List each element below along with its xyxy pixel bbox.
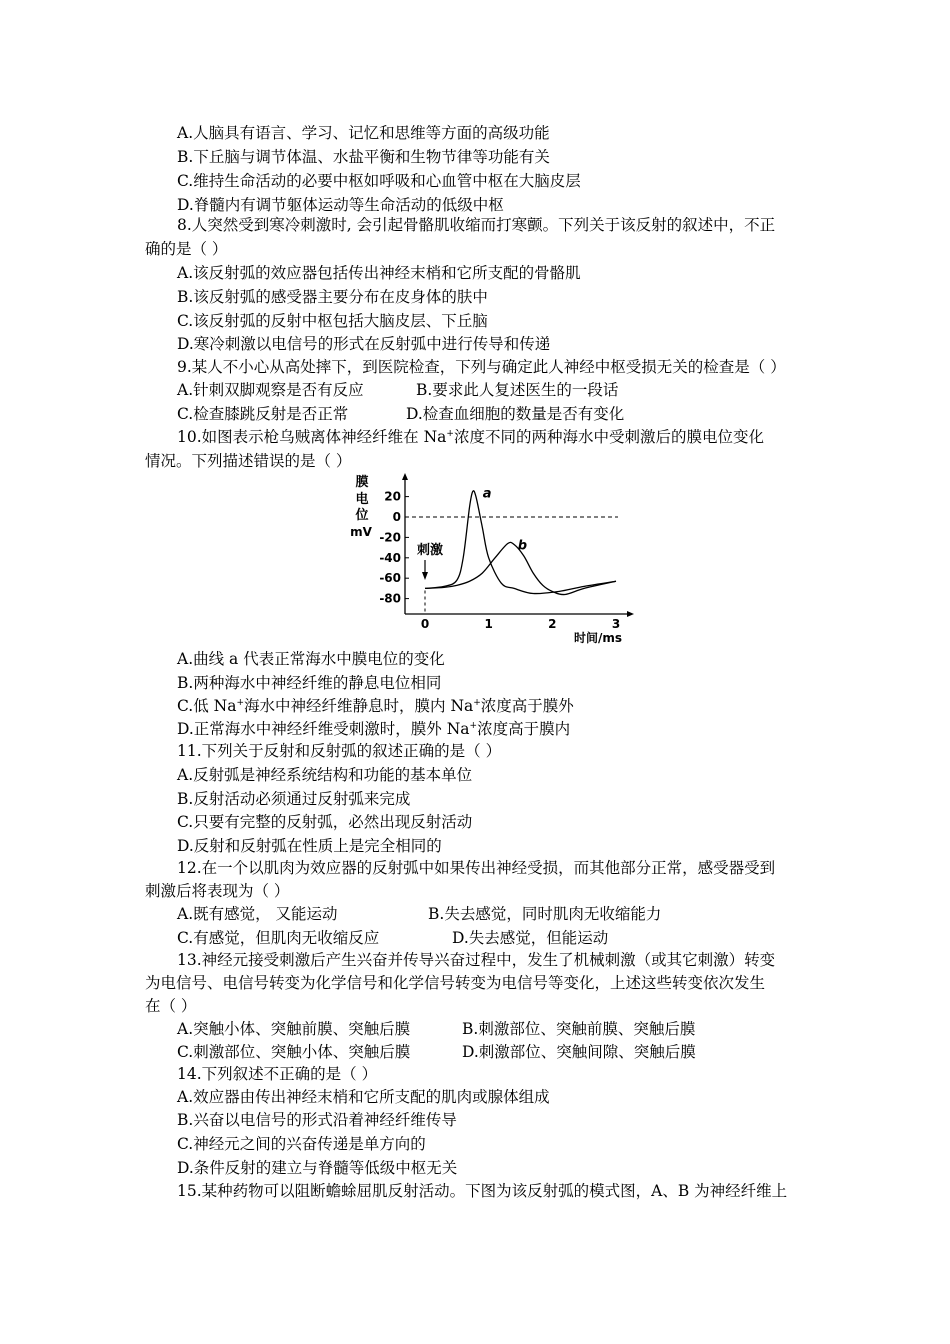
q12-stem-line2: 刺激后将表现为（ ） [145, 882, 290, 900]
q7-option-a: A.人脑具有语言、学习、记忆和思维等方面的高级功能 [177, 124, 550, 142]
q11-option-c: C.只要有完整的反射弧，必然出现反射活动 [177, 813, 473, 831]
q11-option-b: B.反射活动必须通过反射弧来完成 [177, 790, 411, 808]
y-axis-arrow [402, 473, 408, 480]
chart-ticks [379, 490, 620, 631]
q10-stem-line2: 情况。下列描述错误的是（ ） [145, 452, 352, 470]
q12-option-a: A.既有感觉， 又能运动 [177, 905, 338, 923]
stimulus-arrow-head [422, 572, 428, 580]
q8-option-c: C.该反射弧的反射中枢包括大脑皮层、下丘脑 [177, 312, 488, 330]
q12-stem-line1: 12.在一个以肌肉为效应器的反射弧中如果传出神经受损，而其他部分正常，感受器受到 [177, 859, 776, 877]
q13-option-a: A.突触小体、突触前膜、突触后膜 [177, 1020, 411, 1038]
chart-ylabel [350, 474, 373, 539]
y-tick-label: -20 [379, 530, 401, 545]
q15-stem-line1: 15.某种药物可以阻断蟾蜍屈肌反射活动。下图为该反射弧的模式图，A、B 为神经纤维上 [177, 1182, 788, 1200]
series-b-label: b [517, 538, 528, 554]
q10-option-c: C.低 Na+海水中神经纤维静息时，膜内 Na+浓度高于膜外 [177, 697, 574, 715]
y-tick-label: 0 [392, 510, 401, 524]
q10-stem-line1: 10.如图表示枪乌贼离体神经纤维在 Na+浓度不同的两种海水中受刺激后的膜电位变化 [177, 428, 764, 446]
q11-option-a: A.反射弧是神经系统结构和功能的基本单位 [177, 766, 473, 784]
q12-option-c: C.有感觉，但肌肉无收缩反应 [177, 929, 380, 947]
stimulus-label: 刺激 [416, 543, 444, 558]
ylabel-char-3: 位 [355, 508, 369, 523]
q14-option-d: D.条件反射的建立与脊髓等低级中枢无关 [177, 1159, 458, 1177]
q8-option-b: B.该反射弧的感受器主要分布在皮身体的肤中 [177, 288, 488, 306]
y-tick-label: -40 [379, 550, 401, 565]
q9-stem: 9.某人不小心从高处摔下，到医院检查，下列与确定此人神经中枢受损无关的检查是（ ） [177, 358, 786, 376]
q9-option-a: A.针刺双脚观察是否有反应 [177, 381, 364, 399]
chart-curves [425, 487, 616, 595]
ylabel-unit: mV [350, 525, 372, 539]
q9-option-b: B.要求此人复述医生的一段话 [416, 381, 619, 399]
y-tick-label: -80 [379, 591, 401, 606]
x-tick-label: 2 [548, 617, 557, 631]
q13-option-d: D.刺激部位、突触间隙、突触后膜 [462, 1043, 696, 1061]
q8-stem-line2: 确的是（ ） [145, 240, 228, 258]
q10-option-a: A.曲线 a 代表正常海水中膜电位的变化 [177, 650, 445, 668]
membrane-potential-chart [338, 470, 638, 648]
q12-option-b: B.失去感觉，同时肌肉无收缩能力 [428, 905, 662, 923]
q7-option-c: C.维持生命活动的必要中枢如呼吸和心血管中枢在大脑皮层 [177, 172, 581, 190]
q13-stem-line1: 13.神经元接受刺激后产生兴奋并传导兴奋过程中，发生了机械刺激（或其它刺激）转变 [177, 951, 776, 969]
chart-xlabel: 时间/ms [574, 631, 623, 645]
q13-stem-line3: 在（ ） [145, 997, 197, 1015]
q14-option-b: B.兴奋以电信号的形式沿着神经纤维传导 [177, 1111, 457, 1129]
q8-option-a: A.该反射弧的效应器包括传出神经末梢和它所支配的骨骼肌 [177, 264, 581, 282]
chart-labels [417, 542, 622, 645]
q7-option-b: B.下丘脑与调节体温、水盐平衡和生物节律等功能有关 [177, 148, 550, 166]
q14-stem: 14.下列叙述不正确的是（ ） [177, 1065, 378, 1083]
q10-option-d: D.正常海水中神经纤维受刺激时，膜外 Na+浓度高于膜内 [177, 720, 571, 738]
q9-option-d: D.检查血细胞的数量是否有变化 [406, 405, 625, 423]
ylabel-char-2: 电 [355, 492, 369, 507]
q7-option-d: D.脊髓内有调节躯体运动等生命活动的低级中枢 [177, 196, 504, 214]
q8-option-d: D.寒冷刺激以电信号的形式在反射弧中进行传导和传递 [177, 335, 551, 353]
q10-option-b: B.两种海水中神经纤维的静息电位相同 [177, 674, 442, 692]
x-tick-label: 1 [484, 617, 493, 631]
y-tick-label: 20 [384, 489, 401, 504]
q11-stem: 11.下列关于反射和反射弧的叙述正确的是（ ） [177, 742, 502, 760]
q8-stem-line1: 8.人突然受到寒冷刺激时, 会引起骨骼肌收缩而打寒颤。下列关于该反射的叙述中，不正 [177, 216, 776, 234]
ylabel-char-1: 膜 [355, 475, 369, 490]
q14-option-c: C.神经元之间的兴奋传递是单方向的 [177, 1135, 426, 1153]
q14-option-a: A.效应器由传出神经末梢和它所支配的肌肉或腺体组成 [177, 1088, 550, 1106]
q13-stem-line2: 为电信号、电信号转变为化学信号和化学信号转变为电信号等变化，上述这些转变依次发生 [145, 974, 766, 992]
series-a-label: a [482, 486, 492, 502]
y-tick-label: -60 [379, 571, 401, 586]
q13-option-c: C.刺激部位、突触小体、突触后膜 [177, 1043, 411, 1061]
q12-option-d: D.失去感觉，但能运动 [452, 929, 609, 947]
x-tick-label: 3 [611, 617, 621, 631]
x-axis-arrow [627, 611, 634, 617]
x-tick-label: 0 [420, 617, 430, 631]
q9-option-c: C.检查膝跳反射是否正常 [177, 405, 349, 423]
q11-option-d: D.反射和反射弧在性质上是完全相同的 [177, 837, 442, 855]
q13-option-b: B.刺激部位、突触前膜、突触后膜 [462, 1020, 696, 1038]
